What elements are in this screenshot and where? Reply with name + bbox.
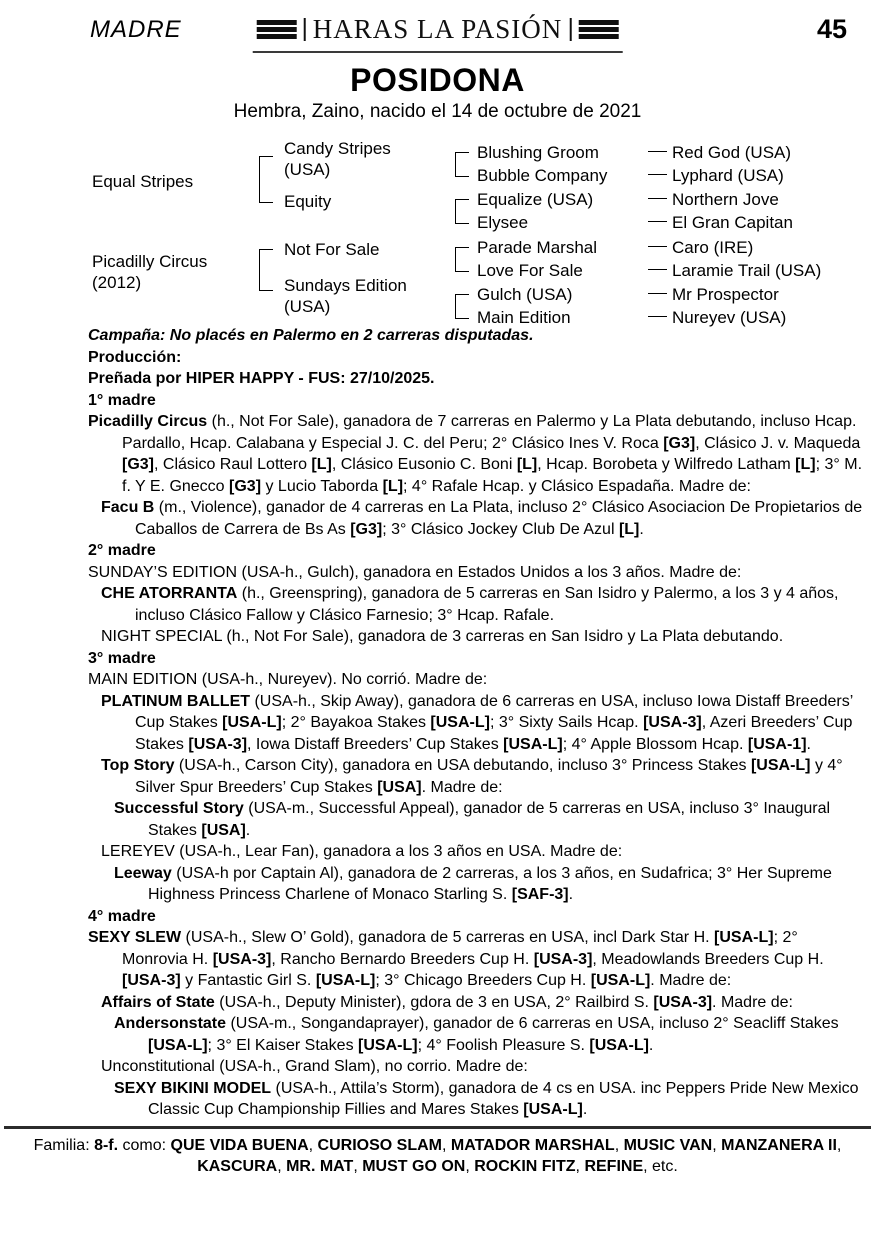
text-segment: MATADOR MARSHAL: [450, 1136, 615, 1154]
text-segment: [USA-1]: [747, 735, 807, 753]
para-sundays-edition: [88, 562, 863, 584]
text-segment: (USA-h por Captain Al), ganadora de 2 carreras, a los 3 años, en Sudafrica; 3° Her Supreme Highness Princess Charlene of Monaco Starling S.: [148, 864, 832, 903]
text-segment: (USA-m., Successful Appeal), ganador de 5 carreras en USA, incluso 3° Inaugural Stakes: [148, 800, 831, 839]
heading-4th-dam: [88, 906, 863, 928]
pedigree-chart: [0, 127, 875, 327]
ped-g4-3: Northern Jove: [672, 190, 779, 209]
text-segment: (USA-h., Deputy Minister), gdora de 3 en USA, 2° Railbird S.: [214, 993, 654, 1011]
text-segment: LEREYEV (USA-h., Lear Fan), ganadora a los 3 años en USA. Madre de:: [101, 843, 623, 860]
text-segment: ,: [614, 1136, 624, 1154]
text-segment: [L]: [382, 477, 404, 495]
text-segment: , etc.: [643, 1158, 678, 1175]
text-segment: [USA-L]: [430, 714, 490, 731]
text-segment: ; 3° M. f. Y E. Gnecco: [122, 456, 863, 495]
ped-g2-2: Equity: [284, 192, 332, 211]
page-header: [0, 0, 875, 58]
text-segment: MANZANERA II: [721, 1136, 837, 1154]
para-che-atorranta: [88, 583, 863, 626]
text-segment: (USA-h., Carson City), ganadora en USA debutando, incluso 3° Princess Stakes: [174, 757, 751, 774]
para-leeway: [88, 863, 863, 906]
pregnancy-line: [88, 368, 863, 390]
para-platinum-ballet: [88, 691, 863, 756]
ped-g4-1: Red God (USA): [672, 143, 792, 162]
text-segment: .: [582, 1101, 588, 1118]
text-segment: [USA]: [377, 778, 422, 796]
campaign-line: [88, 325, 863, 347]
text-segment: [USA-3]: [533, 950, 593, 968]
heading-3rd-dam: [88, 648, 863, 670]
text-segment: ,: [836, 1136, 842, 1154]
logo-divider-left-icon: [303, 18, 306, 41]
brand-name: HARAS LA PASIÓN: [312, 14, 563, 44]
logo-bars-right-icon: [579, 20, 619, 39]
ped-g3-7: Gulch (USA): [477, 285, 573, 304]
dash-g4-7: [648, 293, 667, 294]
text-segment: ,: [277, 1158, 287, 1175]
text-segment: [USA-L]: [750, 757, 811, 774]
heading-1st-dam: [88, 390, 863, 412]
text-segment: NIGHT SPECIAL (h., Not For Sale), ganadora de 3 carreras en San Isidro y La Plata debutando.: [101, 628, 784, 645]
ped-g3-6: Love For Sale: [477, 261, 583, 280]
text-segment: . Madre de:: [712, 993, 793, 1011]
text-segment: Campaña: No placés en Palermo en 2 carreras disputadas.: [88, 327, 534, 344]
text-segment: SEXY BIKINI MODEL: [114, 1079, 272, 1097]
text-segment: [L]: [795, 456, 816, 473]
bracket-g3-pair-1: [455, 152, 469, 177]
dash-g4-3: [648, 198, 667, 199]
bracket-dam-pair: [259, 249, 273, 291]
text-segment: , Hcap. Borobeta y Wilfredo Latham: [537, 456, 796, 473]
text-segment: [L]: [311, 456, 332, 473]
text-segment: ; 3° Chicago Breeders Cup H.: [375, 972, 591, 989]
dash-g4-8: [648, 316, 667, 317]
section-label: MADRE: [90, 16, 182, 43]
text-segment: ; 3° Sixty Sails Hcap.: [489, 714, 644, 731]
ped-g4-6: Laramie Trail (USA): [672, 261, 822, 280]
text-segment: [SAF-3]: [511, 886, 569, 903]
text-segment: [USA-3]: [653, 993, 713, 1011]
ped-g3-3: Equalize (USA): [477, 190, 594, 209]
text-segment: (USA-h., Attila’s Storm), ganadora de 4 cs en USA. inc Peppers Pride New Mexico Classic Cup Championship Fillies and Mares Stakes: [148, 1079, 859, 1118]
para-lereyev: [88, 841, 863, 863]
text-segment: ,: [441, 1136, 451, 1154]
para-sexy-slew: [88, 927, 863, 992]
para-sexy-bikini-model: [88, 1078, 863, 1121]
bracket-sire-pair: [259, 156, 273, 203]
text-segment: Facu B: [101, 499, 155, 516]
text-segment: Unconstitutional (USA-h., Grand Slam), no corrio. Madre de:: [101, 1058, 528, 1075]
text-segment: [USA-L]: [589, 1036, 649, 1054]
text-segment: 4° madre: [88, 907, 156, 925]
text-segment: Producción:: [88, 348, 182, 366]
text-segment: [USA-L]: [590, 972, 651, 989]
text-segment: [G3]: [663, 434, 696, 452]
text-segment: [G3]: [229, 477, 262, 495]
logo-bars-left-icon: [256, 20, 296, 39]
text-segment: CHE ATORRANTA: [101, 585, 238, 602]
text-segment: ; 4° Apple Blossom Hcap.: [562, 735, 748, 753]
ped-g2-4: Sundays Edition (USA): [284, 276, 407, 316]
text-segment: , Clásico Raul Lottero: [154, 456, 312, 473]
text-segment: MUSIC VAN: [623, 1136, 713, 1154]
text-segment: ROCKIN FITZ: [474, 1158, 576, 1175]
text-segment: (m., Violence), ganador de 4 carreras en La Plata, incluso 2° Clásico Asociacion De Propietarios de Caballos de Carrera de Bs As: [135, 499, 863, 538]
body-blocks: [0, 323, 875, 1121]
text-segment: ,: [575, 1158, 585, 1175]
para-main-edition: [88, 669, 863, 691]
ped-g4-7: Mr Prospector: [672, 285, 779, 304]
heading-2nd-dam: [88, 540, 863, 562]
ped-g3-2: Bubble Company: [477, 166, 608, 185]
text-segment: 2° madre: [88, 542, 156, 559]
text-segment: [G3]: [350, 520, 383, 538]
text-segment: Andersonstate: [114, 1015, 227, 1032]
page-number: 45: [816, 14, 847, 44]
text-segment: , Iowa Distaff Breeders’ Cup Stakes: [247, 735, 504, 753]
text-segment: MAIN EDITION (USA-h., Nureyev). No corrió. Madre de:: [88, 671, 488, 688]
logo-divider-right-icon: [569, 18, 572, 41]
text-segment: ,: [353, 1158, 363, 1175]
horse-description: Hembra, Zaino, nacido el 14 de octubre de 2021: [233, 101, 642, 122]
horse-name-title: POSIDONA: [350, 62, 525, 98]
ped-g2-3: Not For Sale: [284, 240, 380, 259]
production-label: [88, 347, 863, 369]
ped-g2-1: Candy Stripes (USA): [284, 139, 391, 179]
bracket-g3-pair-2: [455, 199, 469, 224]
text-segment: KASCURA: [197, 1158, 278, 1175]
para-unconstitutional: [88, 1056, 863, 1078]
family-line: [24, 1135, 851, 1178]
text-segment: [USA-3]: [188, 735, 248, 753]
text-segment: (h., Not For Sale), ganadora de 7 carreras en Palermo y La Plata debutando, incluso Hcap. Pardallo, Hcap. Calabana y Especial J. C. del Peru; 2° Clásico Ines V. Roca: [122, 413, 857, 452]
text-segment: [G3]: [122, 456, 154, 473]
text-segment: ; 2° Bayakoa Stakes: [281, 714, 431, 731]
text-segment: [USA-L]: [358, 1036, 418, 1054]
text-segment: 8-f.: [94, 1136, 119, 1154]
text-segment: ; 3° Clásico Jockey Club De Azul: [382, 520, 619, 538]
ped-g3-4: Elysee: [477, 213, 529, 232]
text-segment: QUE VIDA BUENA: [170, 1136, 309, 1154]
ped-g3-1: Blushing Groom: [477, 143, 599, 162]
brand-logo: [252, 12, 623, 53]
text-segment: (h., Greenspring), ganadora de 5 carreras en San Isidro y Palermo, a los 3 y 4 años, incluso Clásico Fallow y Clásico Farnesio; 3° Hcap. Rafale.: [135, 585, 839, 624]
bracket-g3-pair-3: [455, 247, 469, 272]
text-segment: [L]: [516, 456, 538, 473]
text-segment: MR. MAT: [286, 1158, 354, 1175]
text-segment: .: [639, 520, 644, 538]
ped-g3-5: Parade Marshal: [477, 238, 598, 257]
text-segment: MUST GO ON: [362, 1158, 466, 1175]
text-segment: (USA-m., Songandaprayer), ganador de 6 carreras en USA, incluso 2° Seacliff Stakes: [226, 1015, 839, 1032]
text-segment: .: [806, 735, 811, 753]
text-segment: ,: [465, 1158, 475, 1175]
text-segment: Leeway: [114, 864, 172, 882]
text-segment: y Lucio Taborda: [261, 477, 383, 495]
ped-g4-8: Nureyev (USA): [672, 308, 787, 327]
text-segment: [USA]: [201, 821, 246, 839]
text-segment: [USA-L]: [315, 972, 376, 989]
text-segment: Top Story: [101, 757, 175, 774]
text-segment: SEXY SLEW: [88, 929, 182, 946]
para-affairs-of-state: [88, 992, 863, 1014]
text-segment: ; 3° El Kaiser Stakes: [207, 1036, 359, 1054]
bracket-g3-pair-4: [455, 294, 469, 319]
text-segment: REFINE: [584, 1158, 644, 1175]
dash-g4-6: [648, 269, 667, 270]
text-segment: Picadilly Circus: [88, 413, 208, 430]
para-top-story: [88, 755, 863, 798]
text-segment: , Clásico Eusonio C. Boni: [331, 456, 517, 473]
family-footer: [4, 1126, 871, 1178]
para-night-special: [88, 626, 863, 648]
text-segment: . Madre de:: [421, 778, 503, 796]
text-segment: Successful Story: [114, 800, 244, 817]
ped-sire: Equal Stripes: [92, 172, 194, 191]
text-segment: , Rancho Bernardo Breeders Cup H.: [271, 950, 534, 968]
text-segment: (USA-h., Skip Away), ganadora de 6 carreras en USA, incluso Iowa Distaff Breeders’ Cup Stakes: [135, 692, 853, 731]
text-segment: 3° madre: [88, 649, 156, 667]
para-andersonstate: [88, 1013, 863, 1056]
text-segment: ; 2° Monrovia H.: [122, 929, 798, 968]
text-segment: Affairs of State: [101, 993, 215, 1011]
text-segment: ,: [308, 1136, 318, 1154]
text-segment: [L]: [618, 520, 640, 538]
text-segment: ; 4° Foolish Pleasure S.: [417, 1036, 590, 1054]
ped-g4-4: El Gran Capitan: [672, 213, 793, 232]
ped-g4-2: Lyphard (USA): [672, 166, 784, 185]
text-segment: 1° madre: [88, 391, 156, 409]
text-segment: .: [568, 886, 574, 903]
para-facu-b: [88, 497, 863, 540]
dash-g4-5: [648, 246, 667, 247]
text-segment: [USA-L]: [222, 714, 282, 731]
text-segment: [USA-L]: [714, 929, 774, 946]
text-segment: ,: [712, 1136, 722, 1154]
text-segment: y Fantastic Girl S.: [180, 972, 316, 989]
text-segment: .: [245, 821, 251, 839]
dash-g4-4: [648, 221, 667, 222]
text-segment: [USA-L]: [148, 1036, 208, 1054]
text-segment: [USA-L]: [523, 1101, 583, 1118]
para-picadilly-circus: [88, 411, 863, 497]
ped-dam: Picadilly Circus (2012): [92, 252, 208, 292]
text-segment: CURIOSO SLAM: [317, 1136, 442, 1154]
text-segment: SUNDAY’S EDITION (USA-h., Gulch), ganadora en Estados Unidos a los 3 años. Madre de:: [88, 563, 742, 581]
para-successful-story: [88, 798, 863, 841]
text-segment: , Meadowlands Breeders Cup H.: [592, 950, 824, 968]
dash-g4-1: [648, 151, 667, 152]
text-segment: Familia:: [33, 1136, 95, 1154]
text-segment: , Azeri Breeders’ Cup Stakes: [135, 714, 853, 753]
text-segment: y 4° Silver Spur Breeders’ Cup Stakes: [135, 757, 843, 796]
text-segment: . Madre de:: [650, 972, 732, 989]
ped-g3-8: Main Edition: [477, 308, 571, 327]
text-segment: [USA-L]: [503, 735, 563, 753]
text-segment: [USA-3]: [643, 714, 702, 731]
text-segment: PLATINUM BALLET: [101, 692, 251, 710]
ped-g4-5: Caro (IRE): [672, 238, 754, 257]
text-segment: , Clásico J. v. Maqueda: [695, 434, 861, 452]
text-segment: Preñada por HIPER HAPPY - FUS: 27/10/2025.: [88, 370, 435, 387]
text-segment: [USA-3]: [212, 950, 272, 968]
text-segment: .: [648, 1036, 654, 1054]
text-segment: ; 4° Rafale Hcap. y Clásico Espadaña. Madre de:: [403, 477, 751, 495]
text-segment: (USA-h., Slew O’ Gold), ganadora de 5 carreras en USA, incl Dark Star H.: [181, 929, 715, 946]
text-segment: [USA-3]: [122, 972, 181, 989]
text-segment: como:: [118, 1136, 171, 1154]
dash-g4-2: [648, 174, 667, 175]
